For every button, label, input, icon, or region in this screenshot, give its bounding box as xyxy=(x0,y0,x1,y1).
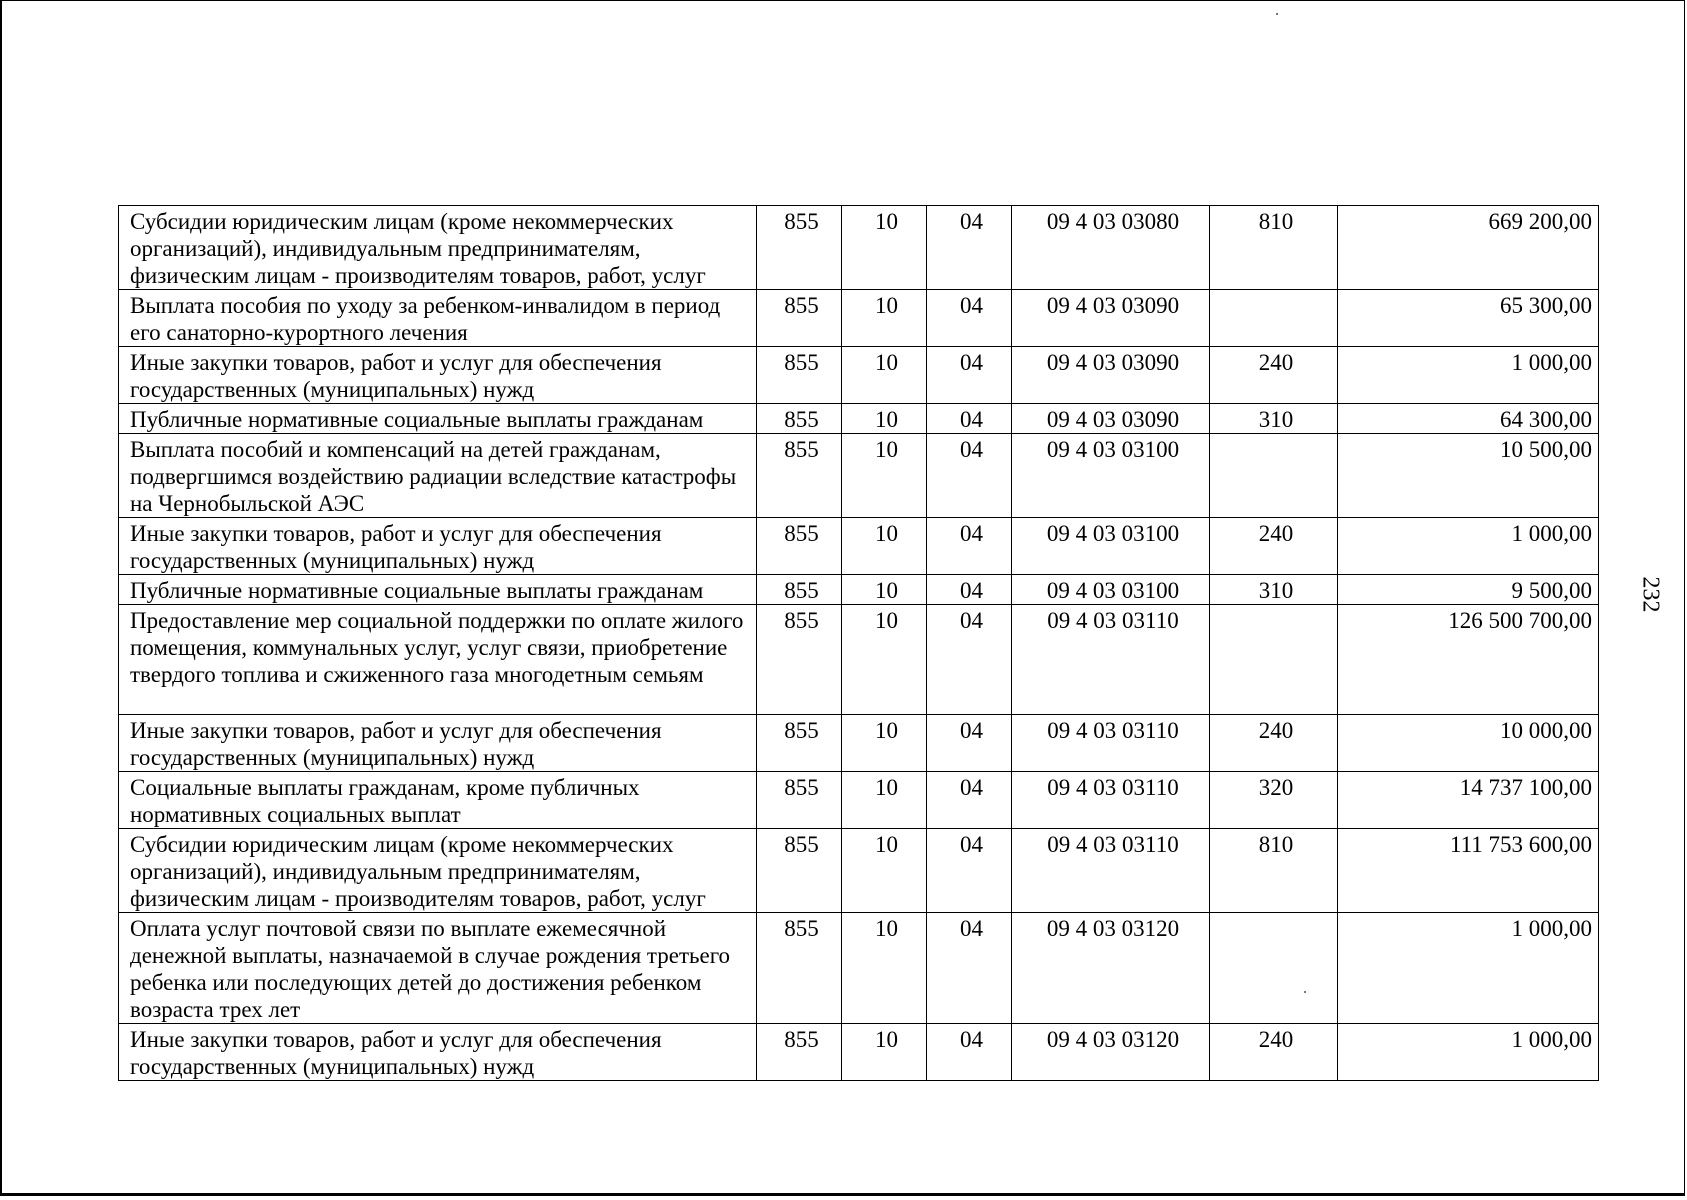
cell-csr: 09 4 03 03110 xyxy=(1012,605,1210,715)
cell-name: Публичные нормативные социальные выплаты гражданам xyxy=(119,404,757,434)
cell-vr: 310 xyxy=(1210,575,1338,605)
cell-vr: 240 xyxy=(1210,347,1338,404)
cell-pr: 04 xyxy=(927,575,1012,605)
cell-name: Иные закупки товаров, работ и услуг для обеспечения государственных (муниципальных) нужд xyxy=(119,518,757,575)
cell-sum: 111 753 600,00 xyxy=(1338,829,1599,913)
cell-ved: 855 xyxy=(757,347,842,404)
cell-pr: 04 xyxy=(927,1024,1012,1081)
cell-vr xyxy=(1210,913,1338,1024)
cell-sum: 126 500 700,00 xyxy=(1338,605,1599,715)
cell-vr: 240 xyxy=(1210,518,1338,575)
cell-vr xyxy=(1210,434,1338,518)
cell-pr: 04 xyxy=(927,829,1012,913)
cell-csr: 09 4 03 03120 xyxy=(1012,1024,1210,1081)
cell-vr: 810 xyxy=(1210,206,1338,290)
cell-pr: 04 xyxy=(927,434,1012,518)
cell-ved: 855 xyxy=(757,575,842,605)
cell-pr: 04 xyxy=(927,404,1012,434)
scan-speck xyxy=(1304,991,1306,993)
cell-pr: 04 xyxy=(927,605,1012,715)
cell-name: Иные закупки товаров, работ и услуг для обеспечения государственных (муниципальных) нужд xyxy=(119,1024,757,1081)
cell-rz: 10 xyxy=(842,1024,927,1081)
cell-pr: 04 xyxy=(927,715,1012,772)
cell-pr: 04 xyxy=(927,772,1012,829)
cell-ved: 855 xyxy=(757,434,842,518)
cell-sum: 669 200,00 xyxy=(1338,206,1599,290)
cell-csr: 09 4 03 03090 xyxy=(1012,347,1210,404)
cell-sum: 64 300,00 xyxy=(1338,404,1599,434)
table-row xyxy=(119,605,1599,715)
cell-pr: 04 xyxy=(927,290,1012,347)
table-body xyxy=(119,206,1599,1081)
cell-ved: 855 xyxy=(757,290,842,347)
cell-csr: 09 4 03 03100 xyxy=(1012,434,1210,518)
cell-pr: 04 xyxy=(927,913,1012,1024)
cell-rz: 10 xyxy=(842,434,927,518)
cell-rz: 10 xyxy=(842,575,927,605)
cell-vr xyxy=(1210,605,1338,715)
cell-sum: 65 300,00 xyxy=(1338,290,1599,347)
table-row xyxy=(119,347,1599,404)
table-row xyxy=(119,1024,1599,1081)
cell-name: Публичные нормативные социальные выплаты гражданам xyxy=(119,575,757,605)
cell-sum: 10 000,00 xyxy=(1338,715,1599,772)
cell-rz: 10 xyxy=(842,605,927,715)
scan-speck xyxy=(1276,13,1278,15)
cell-csr: 09 4 03 03110 xyxy=(1012,829,1210,913)
cell-csr: 09 4 03 03100 xyxy=(1012,575,1210,605)
page-number: 232 xyxy=(1637,576,1664,613)
cell-name: Предоставление мер социальной поддержки по оплате жилого помещения, коммунальных услуг, услуг связи, приобретение твердого топлива и сжиженного газа многодетным семьям xyxy=(119,605,757,715)
table-row xyxy=(119,434,1599,518)
cell-name: Субсидии юридическим лицам (кроме некоммерческих организаций), индивидуальным предпринимателям, физическим лицам - производителям товаров, работ, услуг xyxy=(119,829,757,913)
cell-name: Социальные выплаты гражданам, кроме публичных нормативных социальных выплат xyxy=(119,772,757,829)
cell-csr: 09 4 03 03120 xyxy=(1012,913,1210,1024)
table-row xyxy=(119,518,1599,575)
cell-csr: 09 4 03 03110 xyxy=(1012,772,1210,829)
cell-name: Субсидии юридическим лицам (кроме некоммерческих организаций), индивидуальным предпринимателям, физическим лицам - производителям товаров, работ, услуг xyxy=(119,206,757,290)
cell-ved: 855 xyxy=(757,206,842,290)
cell-name: Выплата пособий и компенсаций на детей гражданам, подвергшимся воздействию радиации вследствие катастрофы на Чернобыльской АЭС xyxy=(119,434,757,518)
cell-rz: 10 xyxy=(842,715,927,772)
cell-ved: 855 xyxy=(757,715,842,772)
cell-pr: 04 xyxy=(927,518,1012,575)
cell-sum: 1 000,00 xyxy=(1338,518,1599,575)
table-row xyxy=(119,829,1599,913)
cell-name: Выплата пособия по уходу за ребенком-инвалидом в период его санаторно-курортного лечения xyxy=(119,290,757,347)
cell-vr: 240 xyxy=(1210,715,1338,772)
table-row xyxy=(119,772,1599,829)
cell-vr: 320 xyxy=(1210,772,1338,829)
cell-ved: 855 xyxy=(757,829,842,913)
cell-pr: 04 xyxy=(927,206,1012,290)
table-row xyxy=(119,913,1599,1024)
cell-csr: 09 4 03 03110 xyxy=(1012,715,1210,772)
table-row xyxy=(119,206,1599,290)
table-row xyxy=(119,404,1599,434)
cell-sum: 10 500,00 xyxy=(1338,434,1599,518)
cell-ved: 855 xyxy=(757,605,842,715)
cell-sum: 1 000,00 xyxy=(1338,913,1599,1024)
cell-sum: 1 000,00 xyxy=(1338,347,1599,404)
cell-rz: 10 xyxy=(842,290,927,347)
cell-csr: 09 4 03 03090 xyxy=(1012,290,1210,347)
cell-rz: 10 xyxy=(842,772,927,829)
cell-rz: 10 xyxy=(842,206,927,290)
cell-sum: 14 737 100,00 xyxy=(1338,772,1599,829)
table-row xyxy=(119,290,1599,347)
cell-vr: 240 xyxy=(1210,1024,1338,1081)
cell-name: Иные закупки товаров, работ и услуг для обеспечения государственных (муниципальных) нужд xyxy=(119,715,757,772)
cell-rz: 10 xyxy=(842,829,927,913)
cell-name: Оплата услуг почтовой связи по выплате ежемесячной денежной выплаты, назначаемой в случае рождения третьего ребенка или последующих детей до достижения ребенком возраста трех лет xyxy=(119,913,757,1024)
cell-ved: 855 xyxy=(757,1024,842,1081)
cell-name: Иные закупки товаров, работ и услуг для обеспечения государственных (муниципальных) нужд xyxy=(119,347,757,404)
cell-rz: 10 xyxy=(842,404,927,434)
cell-sum: 9 500,00 xyxy=(1338,575,1599,605)
cell-rz: 10 xyxy=(842,347,927,404)
cell-csr: 09 4 03 03080 xyxy=(1012,206,1210,290)
cell-ved: 855 xyxy=(757,913,842,1024)
budget-table xyxy=(118,205,1599,1081)
cell-rz: 10 xyxy=(842,518,927,575)
cell-csr: 09 4 03 03100 xyxy=(1012,518,1210,575)
cell-sum: 1 000,00 xyxy=(1338,1024,1599,1081)
cell-vr: 310 xyxy=(1210,404,1338,434)
cell-csr: 09 4 03 03090 xyxy=(1012,404,1210,434)
cell-ved: 855 xyxy=(757,518,842,575)
cell-ved: 855 xyxy=(757,404,842,434)
table-row xyxy=(119,575,1599,605)
cell-ved: 855 xyxy=(757,772,842,829)
cell-vr xyxy=(1210,290,1338,347)
table-row xyxy=(119,715,1599,772)
cell-vr: 810 xyxy=(1210,829,1338,913)
cell-rz: 10 xyxy=(842,913,927,1024)
cell-pr: 04 xyxy=(927,347,1012,404)
